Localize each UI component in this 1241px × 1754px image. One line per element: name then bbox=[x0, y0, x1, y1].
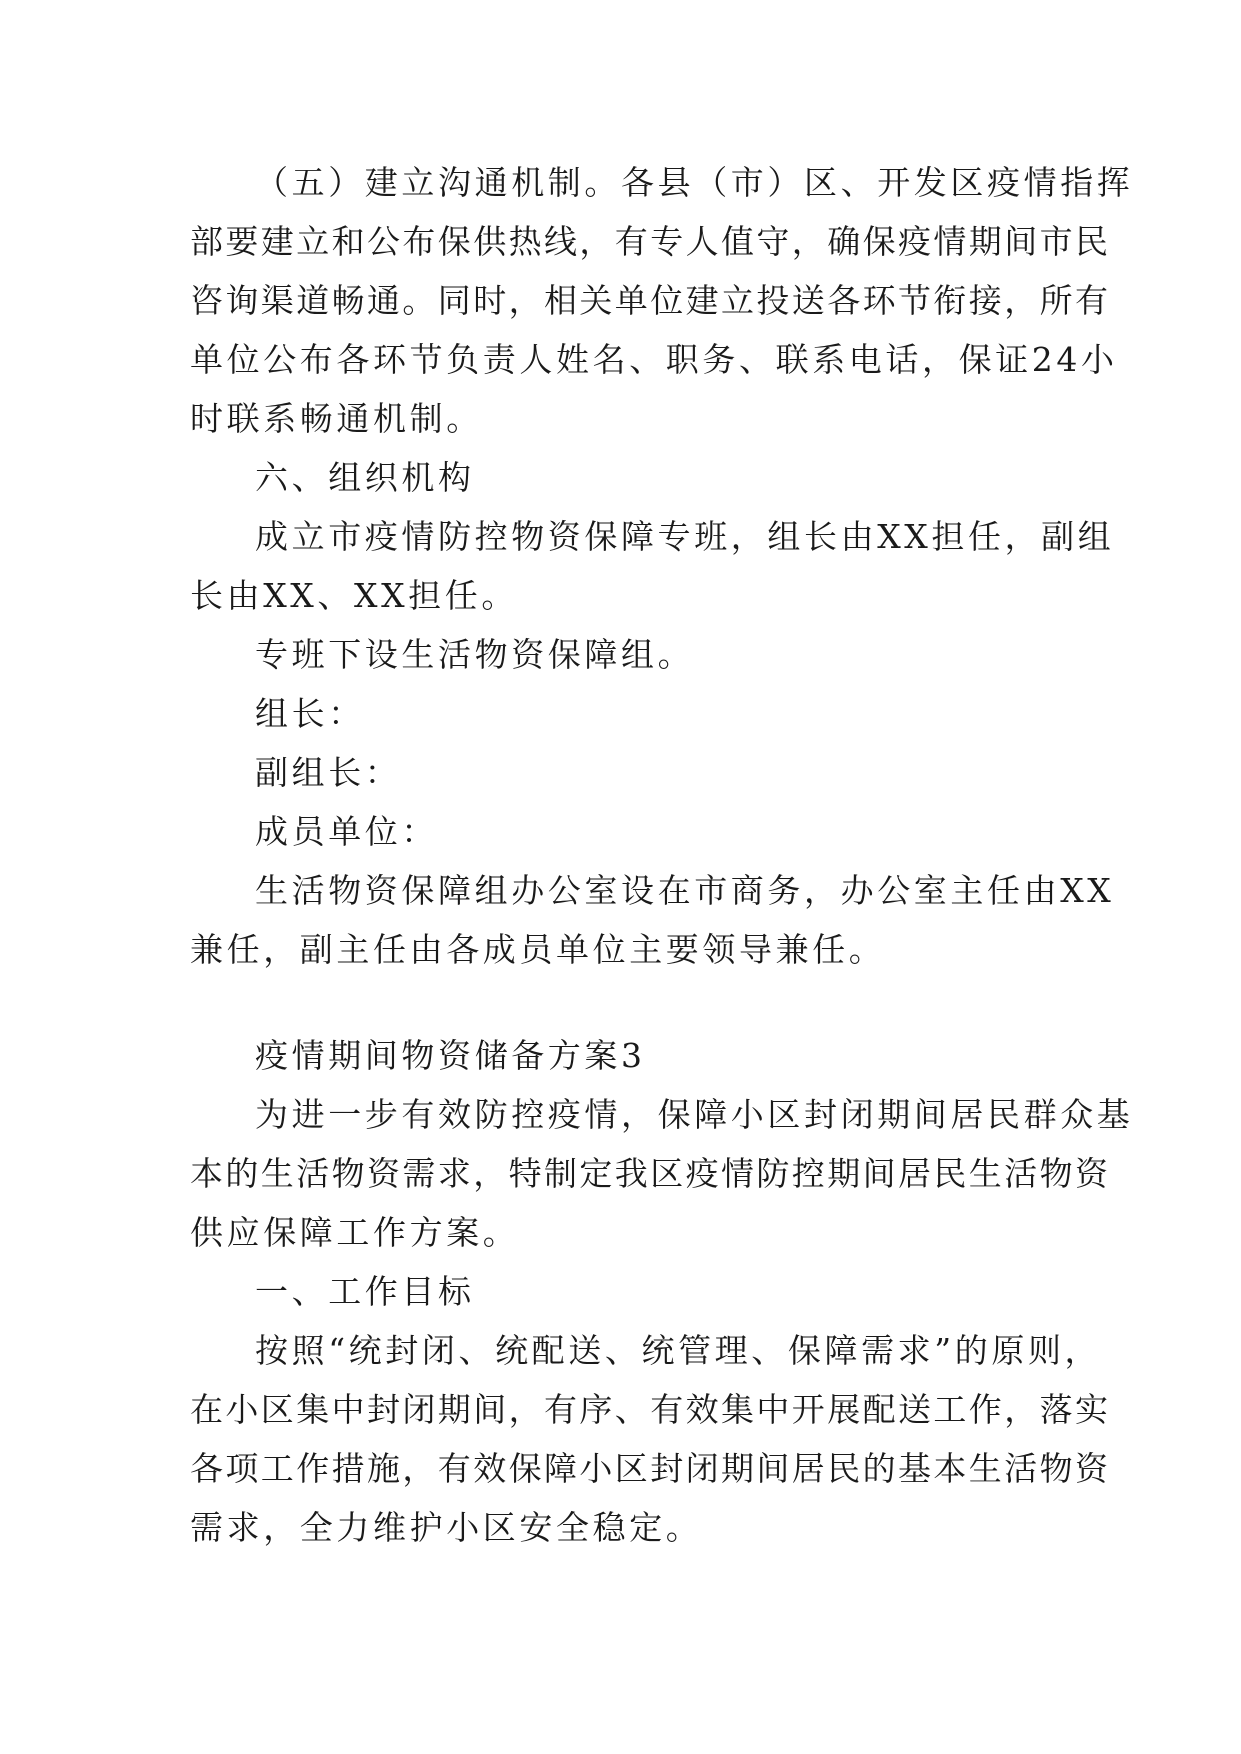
paragraph-line: 在小区集中封闭期间，有序、有效集中开展配送工作，落实 bbox=[190, 1390, 1111, 1429]
paragraph-line: 兼任，副主任由各成员单位主要领导兼任。 bbox=[190, 930, 886, 969]
paragraph-line: 成立市疫情防控物资保障专班，组长由XX担任，副组 bbox=[255, 517, 1115, 556]
paragraph-line: 为进一步有效防控疫情，保障小区封闭期间居民群众基 bbox=[255, 1095, 1134, 1134]
paragraph-line: 各项工作措施，有效保障小区封闭期间居民的基本生活物资 bbox=[190, 1449, 1111, 1488]
paragraph-line: 部要建立和公布保供热线，有专人值守，确保疫情期间市民 bbox=[190, 222, 1111, 261]
section-heading: 六、组织机构 bbox=[255, 458, 475, 497]
paragraph-line: 本的生活物资需求，特制定我区疫情防控期间居民生活物资 bbox=[190, 1154, 1111, 1193]
paragraph-line: 需求，全力维护小区安全稳定。 bbox=[190, 1508, 703, 1547]
paragraph-line: 成员单位： bbox=[255, 812, 438, 851]
paragraph-line: 单位公布各环节负责人姓名、职务、联系电话，保证24小 bbox=[190, 340, 1118, 379]
paragraph-line: 专班下设生活物资保障组。 bbox=[255, 635, 695, 674]
paragraph-line: （五）建立沟通机制。各县（市）区、开发区疫情指挥 bbox=[255, 163, 1134, 202]
paragraph-line: 按照“统封闭、统配送、统管理、保障需求”的原则， bbox=[255, 1331, 1102, 1370]
paragraph-line: 组长： bbox=[255, 694, 365, 733]
paragraph-line: 供应保障工作方案。 bbox=[190, 1213, 520, 1252]
paragraph-line: 长由XX、XX担任。 bbox=[190, 576, 518, 615]
paragraph-line: 副组长： bbox=[255, 753, 402, 792]
section-heading: 一、工作目标 bbox=[255, 1272, 475, 1311]
section-title: 疫情期间物资储备方案3 bbox=[255, 1036, 646, 1075]
paragraph-line: 咨询渠道畅通。同时，相关单位建立投送各环节衔接，所有 bbox=[190, 281, 1111, 320]
paragraph-line: 生活物资保障组办公室设在市商务，办公室主任由XX bbox=[255, 871, 1115, 910]
paragraph-line: 时联系畅通机制。 bbox=[190, 399, 483, 438]
